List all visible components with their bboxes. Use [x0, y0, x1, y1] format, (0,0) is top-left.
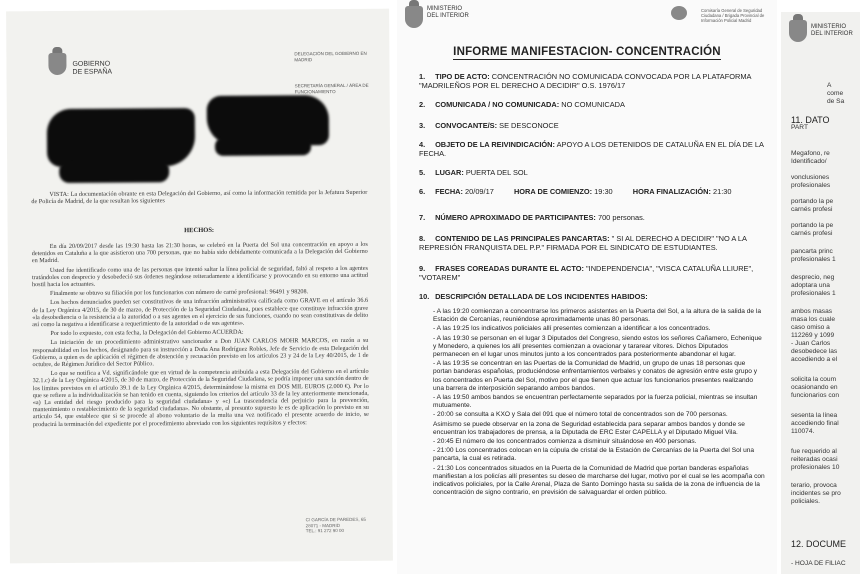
report-item: 6. FECHA: 20/09/17 HORA DE COMIENZO: 19:30 HORA FINALIZACIÓN: 21:30 [419, 187, 732, 196]
text-fragment: fue requerido al [791, 448, 837, 455]
incident-entry: - 20:00 se consulta a KXO y Sala del 091 que el número total de concentrados son de 700 personas. [433, 411, 728, 419]
text-fragment: terario, provoca [791, 482, 837, 489]
report-item: 10. DESCRIPCIÓN DETALLADA DE LOS INCIDENTES HABIDOS: [419, 292, 648, 301]
text-fragment: de Sa [827, 98, 845, 105]
text-fragment: accediendo a el [791, 356, 838, 363]
incident-entry: - A las 19:50 ambos bandos se encuentran perfectamente separados por la fuerza policial, mientras se insultan mutuamente. [433, 394, 758, 410]
incident-entry: - 21:00 Los concentrados colocan en la cúpula de cristal de la Estación de Cercanías de la Puerta del Sol una pancarta, la cual es retirada. [433, 447, 755, 463]
text-fragment: masa los cuale [791, 316, 835, 323]
text-fragment: sesenta la línea [791, 412, 838, 419]
text-fragment: profesionales 1 [791, 256, 836, 263]
text-fragment: portando la pe [791, 222, 834, 229]
paragraph: Por todo lo expuesto, con esta fecha, la Delegación del Gobierno ACUERDA: [50, 328, 244, 338]
unit-header: Comisaría General de Seguridad Ciudadana / Brigada Provincial de Información Policial Madrid [701, 8, 765, 23]
document-page-resolution [6, 9, 393, 564]
document-page-police-report [397, 0, 777, 574]
report-item: 1. TIPO DE ACTO: CONCENTRACIÓN NO COMUNICADA CONVOCADA POR LA PLATAFORMA "MADRILEÑOS POR EL DERECHO A DECIDIR" O.S. 1976/17 [419, 72, 752, 90]
office-address: C/ GARCÍA DE PAREDES, 65 28071 - MADRID TEL.: 91 272 90 00 [305, 516, 366, 534]
report-title: INFORME MANIFESTACION- CONCENTRACIÓN [453, 46, 721, 58]
ministry-header: MINISTERIO DEL INTERIOR [427, 6, 469, 19]
text-fragment: solicita la coum [791, 376, 837, 383]
text-fragment: - HOJA DE FILIAC [791, 560, 846, 567]
paragraph: Finalmente se obtuvo su filiación por los funcionarios con número de carné profesional: 96491 y 98208. [50, 288, 309, 298]
text-fragment: pancarta princ [791, 248, 833, 255]
report-item: 3. CONVOCANTE/S: SE DESCONOCE [419, 121, 559, 130]
report-item: 9. FRASES COREADAS DURANTE EL ACTO: "INDEPENDENCIA", "VISCA CATALUÑA LLIURE", "VOTAREM" [419, 264, 754, 282]
text-fragment: carnés profesi [791, 230, 833, 237]
hechos-heading: HECHOS: [184, 226, 215, 235]
report-item: 8. CONTENIDO DE LAS PRINCIPALES PANCARTAS: " SI AL DERECHO A DECIDIR" "NO A LA REPRESIÓN FRANQUISTA DEL P.P." FIRMADA POR EL SINDICATO DE ESTUDIANTES. [419, 234, 747, 252]
report-item: 7. NÚMERO APROXIMADO DE PARTICIPANTES: 700 personas. [419, 213, 645, 222]
secretary-header: SECRETARÍA GENERAL / ÁREA DE FUNCIONAMIENTO [294, 82, 369, 94]
text-fragment: accediendo final [791, 420, 839, 427]
ministry-header: MINISTERIO DEL INTERIOR [811, 24, 853, 37]
incident-entry: - 20:45 El número de los concentrados comienza a disminuir situándose en 400 personas. [433, 438, 697, 446]
text-fragment: policiales. [791, 498, 820, 505]
paragraph: En día 20/09/2017 desde las 19:30 hasta las 21:30 horas, se celebró en la Puerta del Sol una concentración en apoyo a los detenidos en Cataluña a la que asistieron una 700 personas, que no había sido debidamente comunicada a la Delegación del Gobierno en Madrid. [31, 240, 368, 265]
text-fragment: portando la pe [791, 198, 834, 205]
vista-paragraph: VISTA: La documentación obrante en esta Delegación del Gobierno, así como la información remitida por la Jefatura Superior de Policía de Madrid, de la que resultan los siguientes [31, 188, 368, 206]
redaction-mark [47, 108, 195, 167]
text-fragment: ambos masas [791, 308, 833, 315]
redaction-mark [59, 160, 169, 183]
coat-of-arms-icon [789, 20, 807, 42]
text-fragment: reiteradas ocasi [791, 456, 838, 463]
text-fragment: 12. DOCUME [791, 539, 847, 549]
text-fragment: 110074. [791, 428, 815, 435]
text-fragment: carnés profesi [791, 206, 833, 213]
text-fragment: Identificado/ [791, 158, 827, 165]
text-fragment: profesionales 1 [791, 290, 836, 297]
police-emblem-icon [671, 6, 687, 20]
incident-entry: - 21:30 Los concentrados situados en la Puerta de la Comunidad de Madrid que portan banderas españolas manifiestan a los policías allí presentes su deseo de marcharse del lugar, motivo por el cual se les acompaña con indicativos policiales, por la Calle Arenal, Plaza de Santo Domingo hasta su salida de la zona de influencia de la concentración de signo contrario, en previsión de salvaguardar el orden público. [433, 464, 765, 497]
paragraph: Lo que se notifica a Vd. significándole que en virtud de la competencia atribuida a esta Delegación del Gobierno en el artículo 32.1.c) de la Ley Orgánica 4/2015, de 30 de marzo, de Protección de la Seguridad Ciudadana, se podría imponer una sanción dentro de los límites previstos en el artículo 39.1 de la Ley Orgánica 4/2015, determinándose la misma en DOS MIL EUROS (2.000 €). Por lo que se refiere a la individualización se han tenido en cuenta, siguiendo los criterios del artículo 33 de la ley anteriormente mencionada, «a) La entidad del riesgo producido para la seguridad ciudadana» y «c) La trascendencia del perjuicio para la prevención, mantenimiento o restablecimiento de la seguridad ciudadana». No obstante, al presunto supuesto le es de aplicación lo previsto en su artículo 54, que establece que si se procede al abono voluntario de la multa una vez notificado el presente acuerdo de inicio, se producirá la terminación del expediente por el procedimiento abreviado con los siguientes requisitos y efectos: [32, 368, 369, 428]
text-fragment: vonclusiones [791, 174, 830, 181]
coat-of-arms-icon [405, 6, 423, 28]
delegation-header: DELEGACIÓN DEL GOBIERNO EN MADRID [294, 50, 367, 62]
resolution-body [32, 241, 369, 430]
incident-entry: - A las 19:35 se concentran en las Puertas de la Comunidad de Madrid, un grupo de unas 18 personas que portan banderas españolas, produciéndose enfrentamientos verbales y conatos de agresión entre este grupo y los concentrados en Puerta del Sol, motivo por el que tienen que actuar los funcionarios presentes realizando una barrera de interposición separando ambos bandos. [433, 360, 758, 392]
incident-entry: - A las 19:25 los indicativos policiales allí presentes comienzan a identificar a los concentrados. [433, 325, 711, 333]
text-fragment: funcionarios con [791, 392, 840, 399]
text-fragment: incidentes se pro [791, 490, 841, 497]
text-fragment: profesionales 10 [791, 464, 840, 471]
text-fragment: caso omiso a [791, 324, 830, 331]
document-page-partial [781, 12, 860, 574]
incident-details [433, 308, 765, 498]
text-fragment: desobedece las [791, 348, 838, 355]
incident-entry: - A las 19:20 comienzan a concentrarse los primeros asistentes en la Puerta del Sol, a la altura de la salida de la Estación de Cercanías, reuniéndose aproximadamente unas 80 personas. [433, 308, 762, 324]
text-fragment: desprecio, neg [791, 274, 835, 281]
report-item: 4. OBJETO DE LA REIVINDICACIÓN: APOYO A LOS DETENIDOS DE CATALUÑA EN EL DÍA DE LA FECHA. [419, 140, 764, 158]
incident-entry: Asimismo se puede observar en la zona de Seguridad establecida para separar ambos bandos y donde se encuentran los trabajadores de prensa, a la Diputada de ERC Ester CAPELLA y el Diputado Miguel Vila. [433, 420, 745, 436]
text-fragment: 11. DATO [791, 115, 830, 125]
paragraph: Usted fue identificado como una de las personas que intentó saltar la línea policial de seguridad, faltó al respeto a los agentes tratándoles con desprecio y desobedeció sus órdenes negándose reiteradamente a identificarse y provocando en su entorno una actitud hostil hacia los actuantes. [31, 264, 368, 289]
paragraph: Los hechos denunciados pueden ser constitutivos de una infracción administrativa calificada como GRAVE en el artículo 36.6 de la Ley Orgánica 4/2015, de 30 de marzo, de Protección de la Seguridad Ciudadana, pues establece que constituye infracción grave «la desobediencia o la resistencia a la autoridad o a sus agentes en el ejercicio de sus funciones, cuando no sean constitutivas de delito así como la negativa a identificarse a requerimiento de la autoridad o de sus agentes». [32, 297, 369, 329]
text-fragment: Megafono, re [791, 150, 830, 157]
text-fragment: profesionales [791, 182, 831, 189]
text-fragment: adoptara una [791, 282, 830, 289]
government-header: GOBIERNO DE ESPAÑA [72, 60, 113, 76]
report-item: 5. LUGAR: PUERTA DEL SOL [419, 168, 528, 177]
text-fragment: come [827, 90, 844, 97]
text-fragment: A [827, 82, 832, 89]
incident-entry: - A las 19:30 se personan en el lugar 3 Diputados del Congreso, siendo estos los señores Cañamero, Echenique y Monedero, a quienes los allí presentes comienzan a ovacionar y tararear vítores. Dichos Diputados permanecen en el lugar unos minutos junto a los concentrados para posteriormente abandonar el lugar. [433, 334, 762, 359]
text-fragment: PART [791, 124, 808, 131]
coat-of-arms-icon [48, 53, 66, 75]
redaction-mark [215, 137, 311, 156]
text-fragment: ocasionando en [791, 384, 838, 391]
paragraph: La iniciación de un procedimiento administrativo sancionador a Don JUAN CARLOS MOHR MARCOS, en razón a su responsabilidad en los hechos, designando para su instrucción a Doña Ana Rodríguez Robles, Jefe de Servicio de esta Delegación del Gobierno, a quien es de aplicación el régimen de abstención y recusación previsto en los artículos 23 y 24 de la Ley 40/2015, de 1 de octubre, de Régimen Jurídico del Sector Público. [32, 337, 369, 369]
text-fragment: 112269 y 1099 [791, 332, 835, 339]
text-fragment: - Juan Carlos [791, 340, 831, 347]
report-item: 2. COMUNICADA / NO COMUNICADA: NO COMUNICADA [419, 100, 625, 109]
